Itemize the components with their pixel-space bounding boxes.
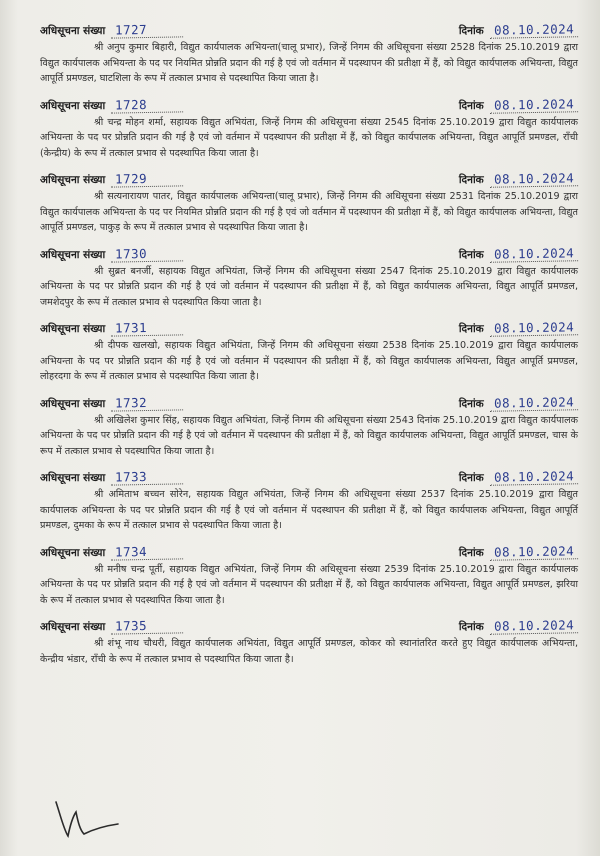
notification-number-label: अधिसूचना संख्या bbox=[40, 472, 106, 484]
notification-number: 1735 bbox=[111, 618, 183, 634]
notification-number-label: अधिसूचना संख्या bbox=[40, 174, 106, 186]
notification-number: 1732 bbox=[111, 395, 183, 411]
notification-text: श्री दीपक खलखो, सहायक विद्युत अभियंता, जिन्हें निगम की अधिसूचना संख्या 2538 दिनांक 25.10.2019 द्वारा विद्युत कार्यपालक अभियन्ता के पद पर प्रोन्नति प्रदान की गई है एवं जो वर्तमान में पदस्थापन की प्रतीक्षा में हैं, को विद्युत कार्यपालक अभियन्ता, विद्युत आपूर्ति प्रमण्डल, लोहरदगा के रूप में तत्काल प्रभाव से पदस्थापित किया जाता है। bbox=[40, 340, 578, 382]
notification-text: श्री चन्द्र मोहन शर्मा, सहायक विद्युत अभियंता, जिन्हें निगम की अधिसूचना संख्या 2545 दिनांक 25.10.2019 द्वारा विद्युत कार्यपालक अभियन्ता के पद पर प्रोन्नति प्रदान की गई है एवं जो वर्तमान में पदस्थापन की प्रतीक्षा में हैं, को विद्युत कार्यपालक अभियन्ता, विद्युत आपूर्ति प्रमण्डल, राँची (केन्द्रीय) के रूप में तत्काल प्रभाव से पदस्थापित किया जाता है। bbox=[40, 116, 578, 159]
notification-number-label: अधिसूचना संख्या bbox=[40, 621, 106, 633]
notification-text: श्री अनुप कुमार बिहारी, विद्युत कार्यपालक अभियन्ता(चालू प्रभार), जिन्हें निगम की अधिसूचना संख्या 2528 दिनांक 25.10.2019 द्वारा विद्युत कार्यपालक अभियन्ता के पद पर नियमित प्रोन्नति प्रदान की गई है एवं जो वर्तमान में पदस्थापन की प्रतीक्षा में हैं, को विद्युत कार्यपालक अभियन्ता, विद्युत आपूर्ति प्रमण्डल, घाटशिला के रूप में तत्काल प्रभाव से पदस्थापित किया जाता है। bbox=[40, 42, 578, 84]
notification-number: 1728 bbox=[111, 97, 183, 113]
notification-header bbox=[40, 242, 584, 262]
notification-date: 08.10.2024 bbox=[490, 97, 579, 114]
date-label: दिनांक bbox=[458, 472, 484, 484]
notification-date: 08.10.2024 bbox=[490, 544, 579, 561]
date-label: दिनांक bbox=[458, 397, 484, 410]
notification-entry bbox=[40, 167, 584, 236]
notification-text: श्री सत्यनारायण पातर, विद्युत कार्यपालक अभियन्ता(चालू प्रभार), जिन्हें निगम की अधिसूचना संख्या 2531 दिनांक 25.10.2019 द्वारा विद्युत कार्यपालक अभियन्ता के पद पर नियमित प्रोन्नति प्रदान की गई है एवं जो वर्तमान में पदस्थापन की प्रतीक्षा में हैं, को विद्युत कार्यपालक अभियन्ता, विद्युत आपूर्ति प्रमण्डल, पाकुड़ के रूप में तत्काल प्रभाव से पदस्थापित किया जाता है। bbox=[40, 191, 578, 233]
notification-number: 1729 bbox=[111, 171, 183, 187]
notification-entry bbox=[40, 614, 584, 667]
notification-header bbox=[40, 391, 584, 411]
notification-date: 08.10.2024 bbox=[490, 246, 579, 263]
notification-header bbox=[40, 167, 584, 187]
notification-header bbox=[40, 614, 584, 634]
notification-header bbox=[40, 540, 584, 560]
notification-text: श्री सुब्रत बनर्जी, सहायक विद्युत अभियंता, जिन्हें निगम की अधिसूचना संख्या 2547 दिनांक 25.10.2019 द्वारा विद्युत कार्यपालक अभियन्ता के पद पर प्रोन्नति प्रदान की गई है एवं जो वर्तमान में पदस्थापन की प्रतीक्षा में हैं, को विद्युत कार्यपालक अभियन्ता, विद्युत आपूर्ति प्रमण्डल, जमशेदपुर के रूप में तत्काल प्रभाव से पदस्थापित किया जाता है। bbox=[40, 265, 578, 308]
notification-number: 1731 bbox=[111, 320, 183, 336]
date-label: दिनांक bbox=[458, 25, 484, 37]
notification-entry bbox=[40, 18, 584, 87]
notification-text: श्री अमिताभ बच्चन सोरेन, सहायक विद्युत अभियंता, जिन्हें निगम की अधिसूचना संख्या 2537 दिनांक 25.10.2019 द्वारा विद्युत कार्यपालक अभियन्ता के पद पर प्रोन्नति प्रदान की गई है एवं जो वर्तमान में पदस्थापन की प्रतीक्षा में हैं, को विद्युत कार्यपालक अभियन्ता, विद्युत आपूर्ति प्रमण्डल, दुमका के रूप में तत्काल प्रभाव से पदस्थापित किया जाता है। bbox=[40, 489, 578, 531]
date-label: दिनांक bbox=[458, 546, 484, 559]
notification-entry bbox=[40, 93, 584, 162]
date-label: दिनांक bbox=[458, 248, 484, 261]
notification-header bbox=[40, 465, 584, 485]
notification-number: 1733 bbox=[111, 469, 183, 485]
notification-number: 1730 bbox=[111, 246, 183, 262]
notification-number-label: अधिसूचना संख्या bbox=[40, 546, 106, 559]
notification-header bbox=[40, 93, 584, 113]
notification-number: 1734 bbox=[111, 544, 183, 560]
date-label: दिनांक bbox=[458, 621, 484, 633]
notification-date: 08.10.2024 bbox=[490, 320, 579, 337]
notification-entry bbox=[40, 242, 584, 311]
notification-date: 08.10.2024 bbox=[490, 395, 579, 412]
notification-number-label: अधिसूचना संख्या bbox=[40, 397, 106, 410]
date-label: दिनांक bbox=[458, 174, 484, 186]
notification-entry bbox=[40, 540, 584, 609]
notification-number-label: अधिसूचना संख्या bbox=[40, 323, 106, 335]
notification-header bbox=[40, 316, 584, 336]
notification-entry bbox=[40, 465, 584, 534]
notification-date: 08.10.2024 bbox=[490, 469, 579, 486]
notification-header bbox=[40, 18, 584, 38]
notification-list bbox=[40, 18, 584, 667]
date-label: दिनांक bbox=[458, 99, 484, 112]
date-label: दिनांक bbox=[458, 323, 484, 335]
notification-number: 1727 bbox=[111, 22, 183, 38]
notification-text: श्री शंभू नाथ चौधरी, विद्युत कार्यपालक अभियंता, विद्युत आपूर्ति प्रमण्डल, कोकर को स्थानांतरित करते हुए विद्युत कार्यपालक अभियन्ता, केन्द्रीय भंडार, राँची के रूप में तत्काल प्रभाव से पदस्थापित किया जाता है। bbox=[40, 638, 578, 665]
notification-text: श्री अखिलेश कुमार सिंह, सहायक विद्युत अभियंता, जिन्हें निगम की अधिसूचना संख्या 2543 दिनांक 25.10.2019 द्वारा विद्युत कार्यपालक अभियन्ता के पद पर प्रोन्नति प्रदान की गई है एवं जो वर्तमान में पदस्थापन की प्रतीक्षा में हैं, को विद्युत कार्यपालक अभियन्ता, विद्युत आपूर्ति प्रमण्डल, चास के रूप में तत्काल प्रभाव से पदस्थापित किया जाता है। bbox=[40, 414, 578, 457]
notification-number-label: अधिसूचना संख्या bbox=[40, 25, 106, 37]
notification-date: 08.10.2024 bbox=[490, 171, 579, 188]
signature-mark bbox=[52, 796, 122, 840]
notification-text: श्री मनीष चन्द्र पूर्ती, सहायक विद्युत अभियंता, जिन्हें निगम की अधिसूचना संख्या 2539 दिनांक 25.10.2019 द्वारा विद्युत कार्यपालक अभियन्ता के पद पर प्रोन्नति प्रदान की गई है एवं जो वर्तमान में पदस्थापन की प्रतीक्षा में हैं, को विद्युत कार्यपालक अभियन्ता, विद्युत आपूर्ति प्रमण्डल, झरिया के रूप में तत्काल प्रभाव से पदस्थापित किया जाता है। bbox=[40, 563, 578, 606]
notification-number-label: अधिसूचना संख्या bbox=[40, 99, 106, 112]
notification-number-label: अधिसूचना संख्या bbox=[40, 248, 106, 261]
notification-entry bbox=[40, 316, 584, 385]
notification-date: 08.10.2024 bbox=[490, 618, 579, 635]
notification-entry bbox=[40, 391, 584, 460]
notification-date: 08.10.2024 bbox=[490, 22, 579, 39]
